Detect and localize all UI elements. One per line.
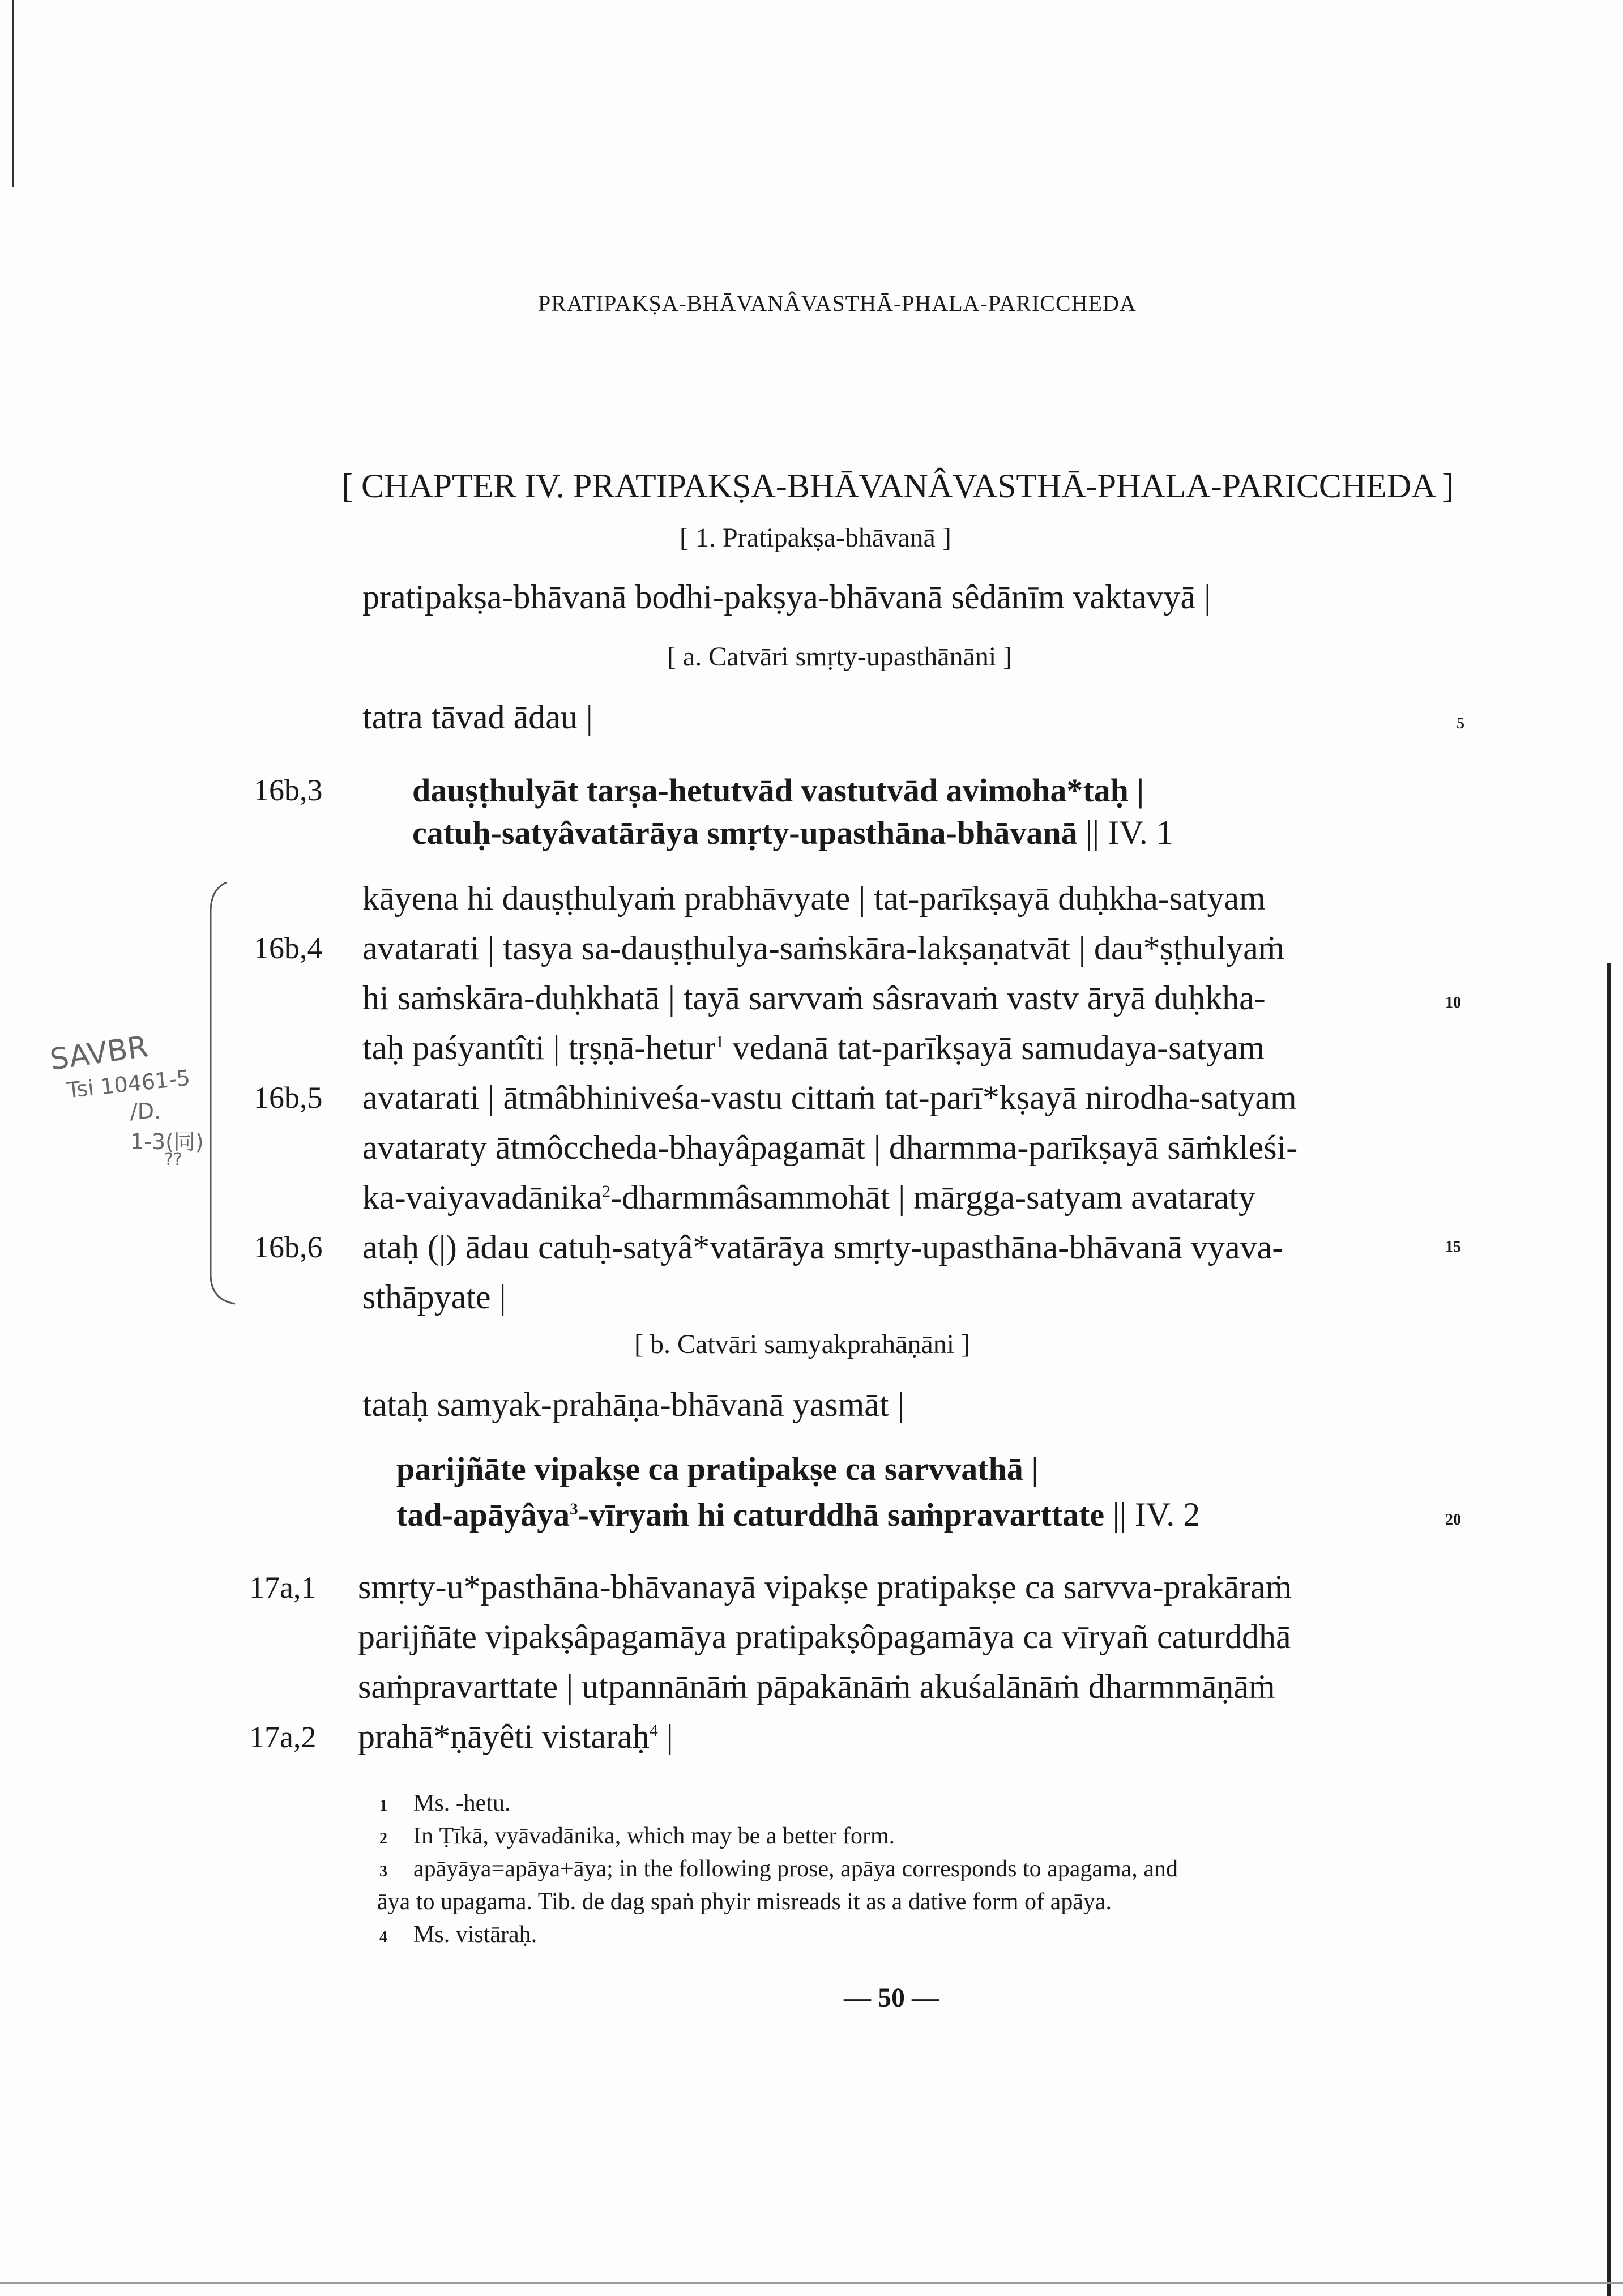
prose2-line-1: parijñāte vipakṣâpagamāya pratipakṣôpagamāya ca vīryañ caturddhā (358, 1618, 1291, 1655)
line-number-5: 5 (1457, 715, 1464, 732)
footnote-4: 4 Ms. vistāraḥ. (379, 1922, 537, 1948)
prose2-line-2: saṁpravarttate | utpannānāṁ pāpakānāṁ akuśalānāṁ dharmmāṇāṁ (358, 1668, 1275, 1705)
scan-edge-bottom (0, 2282, 1623, 2284)
prose1-ref-1: 16b,4 (254, 931, 323, 965)
prose1-line-8: sthāpyate | (362, 1278, 506, 1316)
scan-edge-right (1607, 963, 1611, 2296)
footnote-3: 3 apāyāya=apāya+āya; in the following prose, apāya corresponds to apagama, and (379, 1856, 1178, 1882)
running-head: PRATIPAKṢA-BHĀVANÂVASTHĀ-PHALA-PARICCHEDA (538, 291, 1137, 316)
verse1-line2-text: catuḥ-satyâvatārāya smṛty-upasthāna-bhāvanā (412, 814, 1078, 851)
pencil-note-line-3: /D. (130, 1099, 161, 1124)
verse2-number: || IV. 2 (1112, 1496, 1201, 1533)
prose2-ref-0: 17a,1 (249, 1571, 317, 1604)
verse2-line1: parijñāte vipakṣe ca pratipakṣe ca sarvvathā | (396, 1450, 1039, 1487)
line-number-20: 20 (1445, 1511, 1461, 1529)
prose1-line-3: taḥ paśyantîti | tṛṣṇā-hetur$^1$ vedanā tat-parīkṣayā samudaya-satyam (362, 1029, 1265, 1066)
chapter-title: [ CHAPTER IV. PRATIPAKṢA-BHĀVANÂVASTHĀ-PHALA-PARICCHEDA ] (341, 467, 1454, 505)
prose1-line-4: avatarati | ātmâbhiniveśa-vastu cittaṁ tat-parī*kṣayā nirodha-satyam (362, 1079, 1297, 1116)
section-heading-1: [ 1. Pratipakṣa-bhāvanā ] (680, 523, 951, 553)
tatra-line: tatra tāvad ādau | (362, 698, 593, 736)
intro-line: pratipakṣa-bhāvanā bodhi-pakṣya-bhāvanā sêdānīm vaktavyā | (362, 578, 1211, 616)
pencil-note-line-1: SAVBR (48, 1030, 150, 1077)
prose1-line-1: avatarati | tasya sa-dauṣṭhulya-saṁskāra-lakṣaṇatvāt | dau*ṣṭhulyaṁ (362, 929, 1285, 967)
prose1-line-5: avataraty ātmôccheda-bhayâpagamāt | dharmma-parīkṣayā sāṁkleśi- (362, 1129, 1298, 1166)
verse1-number: || IV. 1 (1086, 814, 1173, 851)
prose1-ref-4: 16b,5 (254, 1081, 323, 1115)
subsection-heading-a: [ a. Catvāri smṛty-upasthānāni ] (667, 642, 1013, 672)
prose1-line-7: ataḥ (|) ādau catuḥ-satyâ*vatārāya smṛty-upasthāna-bhāvanā vyava- (362, 1228, 1284, 1266)
line-number-15: 15 (1445, 1238, 1461, 1256)
footnote-2: 2 In Ṭīkā, vyāvadānika, which may be a better form. (379, 1823, 895, 1849)
page-number: — 50 — (844, 1983, 939, 2013)
prose2-ref-3: 17a,2 (249, 1720, 317, 1754)
prose1-line-6: ka-vaiyavadānika$^2$-dharmmâsammohāt | mārgga-satyam avataraty (362, 1179, 1255, 1216)
verse1-line2 (412, 813, 1173, 852)
prose1-line-2: hi saṁskāra-duḥkhatā | tayā sarvvaṁ sâsravaṁ vastv āryā duḥkha- (362, 979, 1266, 1017)
verse1-folio-ref: 16b,3 (254, 773, 323, 807)
tatah-line: tataḥ samyak-prahāṇa-bhāvanā yasmāt | (362, 1386, 904, 1423)
prose2-line-0: smṛty-u*pasthāna-bhāvanayā vipakṣe pratipakṣe ca sarvva-prakāraṁ (358, 1568, 1292, 1606)
prose2-line-3: prahā*ṇāyêti vistaraḥ$^4$ | (358, 1718, 673, 1755)
pencil-note-line-2: Tsi 10461-5 (66, 1065, 191, 1103)
pencil-note-line-5: ?? (164, 1150, 182, 1170)
subsection-heading-b: [ b. Catvāri samyakprahāṇāni ] (634, 1329, 971, 1359)
line-number-10: 10 (1445, 994, 1461, 1012)
footnote-1: 1 Ms. -hetu. (379, 1790, 511, 1816)
verse2-line2: tad-apāyâya$^3$-vīryaṁ hi caturddhā saṁpravarttate || IV. 2 (396, 1496, 1201, 1533)
scan-edge-left (12, 0, 14, 187)
pencil-bracket (204, 878, 249, 1308)
verse1-line1: dauṣṭhulyāt tarṣa-hetutvād vastutvād avimoha*taḥ | (412, 772, 1144, 809)
footnote-3-cont: āya to upagama. Tib. de dag spaṅ phyir misreads it as a dative form of apāya. (377, 1889, 1112, 1915)
prose1-line-0: kāyena hi dauṣṭhulyaṁ prabhāvyate | tat-parīkṣayā duḥkha-satyam (362, 880, 1266, 917)
prose1-ref-7: 16b,6 (254, 1230, 323, 1264)
pencil-note-line-4: 1-3(同) (130, 1129, 204, 1154)
